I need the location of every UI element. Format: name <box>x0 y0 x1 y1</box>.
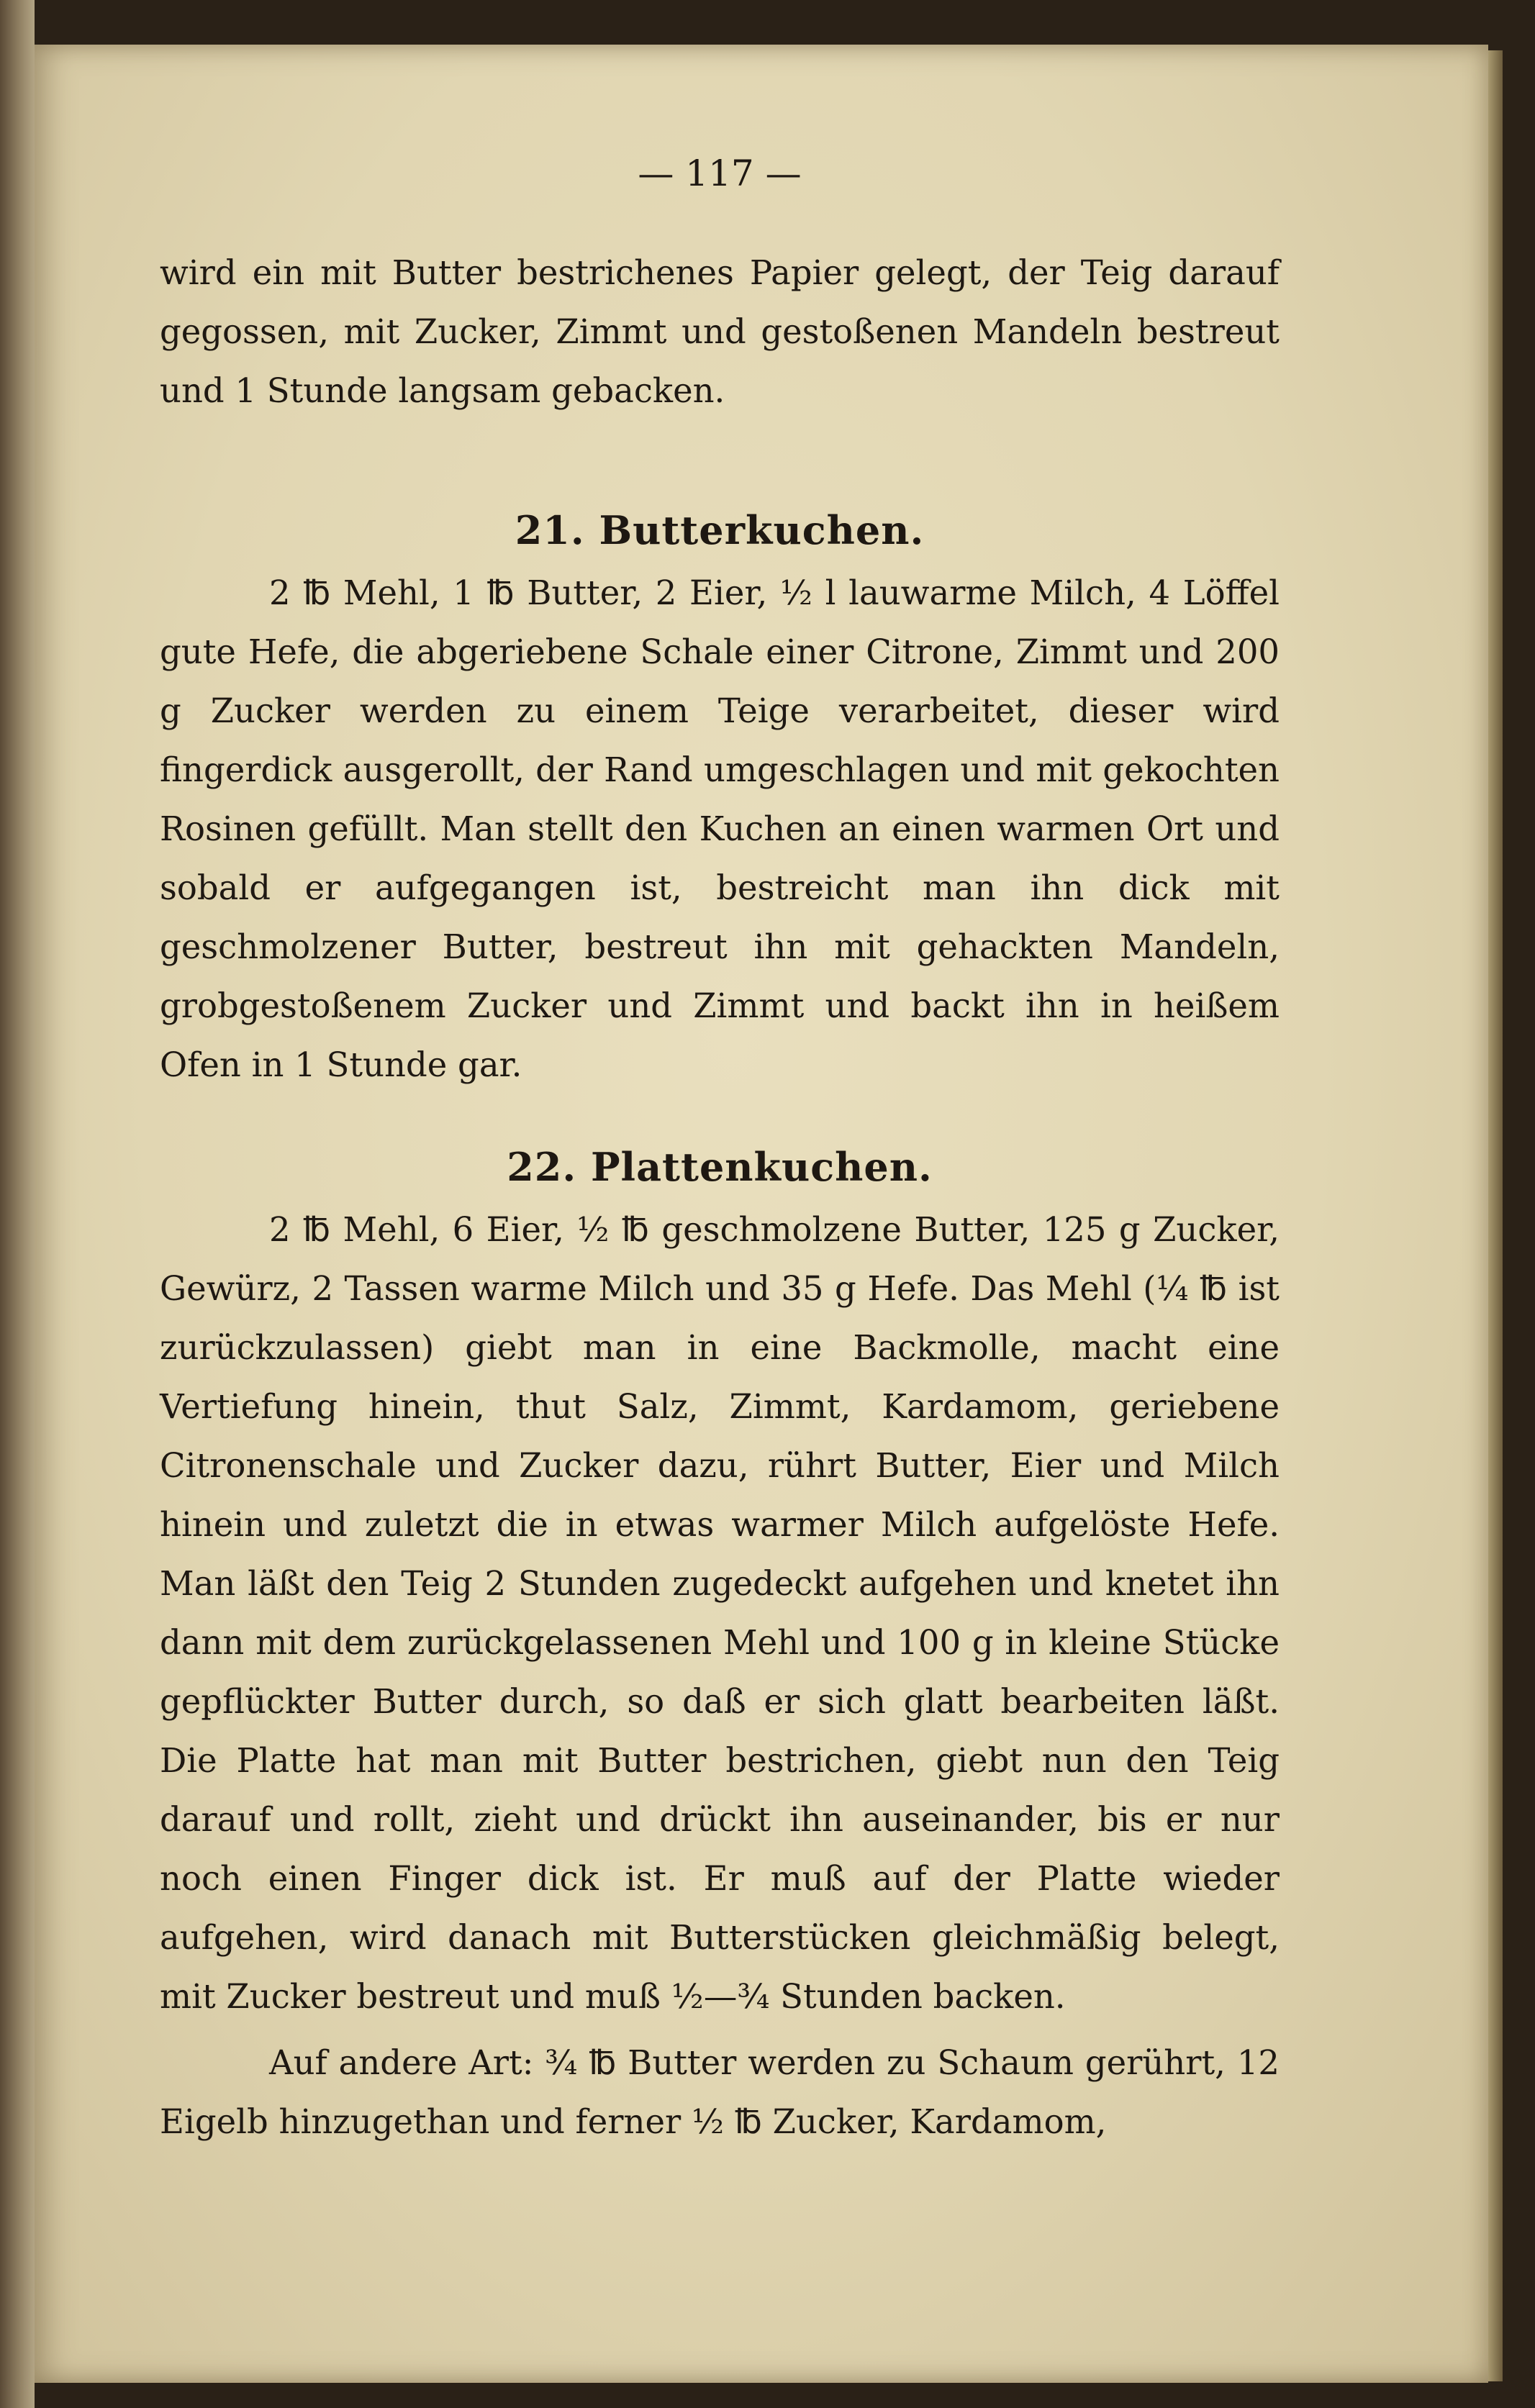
section-22-variant-paragraph: Auf andere Art: ¾ ℔ Butter werden zu Schaum gerührt, 12 Eigelb hinzugethan und ferner ½ ℔ Zucker, Kardamom, <box>160 2043 1280 2141</box>
page-edge <box>1488 50 1503 2381</box>
page-number: — 117 — <box>638 153 802 194</box>
section-21-heading: 21. Butterkuchen. <box>515 507 925 553</box>
section-22 <box>160 1144 1280 2151</box>
section-22-paragraph: 2 ℔ Mehl, 6 Eier, ½ ℔ geschmolzene Butter, 125 g Zucker, Gewürz, 2 Tassen warme Milch und 35 g Hefe. Das Mehl (¼ ℔ ist zurückzulassen) giebt man in eine Backmolle, macht eine Vertiefung hinein, thut Salz, Zimmt, Kardamom, geriebene Citronenschale und Zucker dazu, rührt Butter, Eier und Milch hinein und zuletzt die in etwas warmer Milch aufgelöste Hefe. Man läßt den Teig 2 Stunden zugedeckt aufgehen und knetet ihn dann mit dem zurückgelassenen Mehl und 100 g in kleine Stücke gepflückter Butter durch, so daß er sich glatt bearbeiten läßt. Die Platte hat man mit Butter bestrichen, giebt nun den Teig darauf und rollt, zieht und drückt ihn auseinander, bis er nur noch einen Finger dick ist. Er muß auf der Platte wieder aufgehen, wird danach mit Butterstücken gleichmäßig belegt, mit Zucker bestreut und muß ½—¾ Stunden backen. <box>160 1210 1280 2016</box>
section-21-paragraph: 2 ℔ Mehl, 1 ℔ Butter, 2 Eier, ½ l lauwarme Milch, 4 Löffel gute Hefe, die abgeriebene Schale einer Citrone, Zimmt und 200 g Zucker werden zu einem Teige verarbeitet, dieser wird fingerdick ausgerollt, der Rand umgeschlagen und mit gekochten Rosinen gefüllt. Man stellt den Kuchen an einen warmen Ort und sobald er aufgegangen ist, bestreicht man ihn dick mit geschmolzener Butter, bestreut ihn mit gehackten Mandeln, grobgestoßenem Zucker und Zimmt und backt ihn in heißem Ofen in 1 Stunde gar. <box>160 573 1280 1084</box>
section-21 <box>160 507 1280 1094</box>
intro-block <box>160 243 1280 420</box>
intro-paragraph: wird ein mit Butter bestrichenes Papier gelegt, der Teig darauf gegossen, mit Zucker, Zimmt und gestoßenen Mandeln bestreut und 1 Stunde langsam gebacken. <box>160 253 1280 410</box>
section-22-heading: 22. Plattenkuchen. <box>507 1144 933 1190</box>
book-spine <box>0 0 35 2408</box>
